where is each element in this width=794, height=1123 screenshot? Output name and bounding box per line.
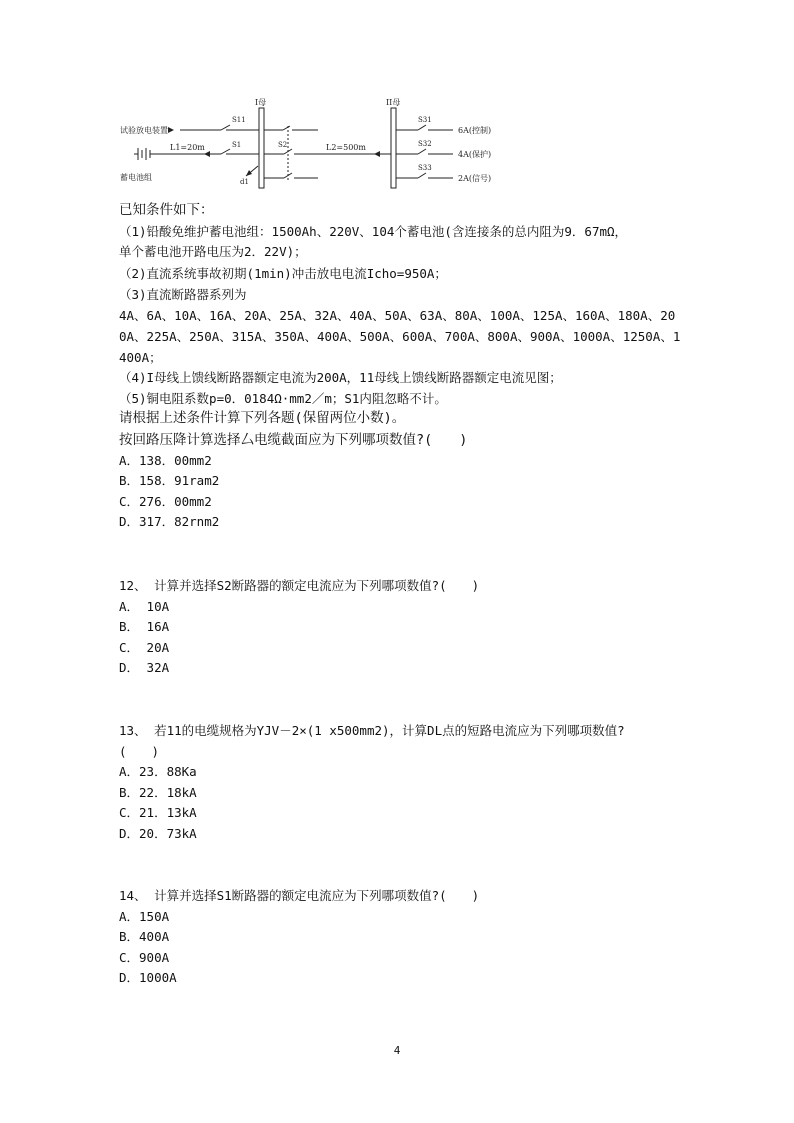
- s1-label: S1: [232, 141, 242, 149]
- question-12: [119, 576, 479, 679]
- option-d: D．20．73kA: [119, 825, 197, 841]
- s32-label: S32: [418, 140, 432, 148]
- circuit-diagram: [118, 96, 508, 192]
- condition-3: （3)直流断路器系列为: [119, 287, 247, 302]
- option-b: B． 16A: [119, 619, 170, 634]
- breaker-series-1: 4A、6A、10A、16A、20A、25A、32A、40A、50A、63A、80A、100A、125A、160A、180A、20: [119, 308, 676, 323]
- option-a: A．138．00mm2: [119, 452, 212, 468]
- question-stem: 12、 计算并选择S2断路器的额定电流应为下列哪项数值?( ): [119, 578, 480, 593]
- question-stem: 14、 计算并选择S1断路器的额定电流应为下列哪项数值?( ): [119, 888, 480, 903]
- instruction: 请根据上述条件计算下列各题(保留两位小数)。: [119, 410, 406, 426]
- question-stem: 13、 若11的电缆规格为YJV－2×(1 x500mm2)，计算DL点的短路电流应为下列哪项数值?: [119, 723, 625, 738]
- bus1-label: I母: [255, 98, 267, 107]
- s31-label: S31: [418, 116, 432, 124]
- out-protect-label: 4A(保护): [458, 150, 492, 159]
- question-stem: 按回路压降计算选择厶电缆截面应为下列哪项数值?( ): [119, 432, 468, 448]
- question-11: [119, 430, 467, 533]
- battery-label: 蓄电池组: [120, 173, 152, 182]
- source-label: 试验放电装置: [120, 126, 168, 135]
- out-control-label: 6A(控制): [458, 126, 492, 135]
- condition-5: （5)铜电阻系数p=0．0184Ω·mm2／m；S1内阻忽略不计。: [119, 391, 447, 406]
- out-signal-label: 2A(信号): [458, 174, 492, 183]
- page-number: 4: [393, 1044, 401, 1057]
- option-a: A．23．88Ka: [119, 764, 197, 779]
- option-b: B．22．18kA: [119, 784, 197, 800]
- breaker-series-3: 400A；: [119, 350, 162, 365]
- question-13: [119, 721, 625, 844]
- breaker-series-2: 0A、225A、250A、315A、350A、400A、500A、600A、700A、800A、900A、1000A、1250A、1: [119, 329, 681, 344]
- l2-label: L2=500m: [326, 143, 366, 152]
- condition-1a: （1)铅酸免维护蓄电池组：1500Ah、220V、104个蓄电池(含连接条的总内阻为9．67mΩ，: [119, 224, 628, 239]
- question-stem-continued: ( ): [119, 743, 160, 759]
- d1-label: d1: [240, 178, 249, 186]
- option-a: A．150A: [119, 908, 170, 924]
- s11-label: S11: [232, 116, 246, 124]
- option-d: D． 32A: [119, 660, 170, 675]
- l1-label: L1=20m: [170, 143, 205, 152]
- option-b: B．400A: [119, 929, 170, 944]
- option-c: C．900A: [119, 949, 170, 965]
- condition-4: （4)I母线上馈线断路器额定电流为200A，11母线上馈线断路器额定电流见图；: [119, 370, 562, 385]
- condition-1b: 单个蓄电池开路电压为2．22V)；: [119, 244, 307, 259]
- conditions-heading: 已知条件如下：: [119, 202, 214, 218]
- option-c: C．276．00mm2: [119, 493, 212, 509]
- s33-label: S33: [418, 164, 432, 172]
- option-c: C．21．13kA: [119, 805, 197, 820]
- condition-2: （2)直流系统事故初期(1min)冲击放电电流Icho=950A；: [119, 266, 447, 281]
- option-c: C． 20A: [119, 639, 170, 655]
- option-b: B．158．91ram2: [119, 473, 220, 488]
- option-d: D．1000A: [119, 970, 177, 985]
- bus2-label: II母: [386, 98, 401, 107]
- option-a: A． 10A: [119, 598, 170, 614]
- question-14: [119, 886, 479, 989]
- circuit-diagram-svg: [118, 96, 508, 192]
- s2-label: S2: [278, 141, 288, 149]
- option-d: D．317．82rnm2: [119, 514, 220, 529]
